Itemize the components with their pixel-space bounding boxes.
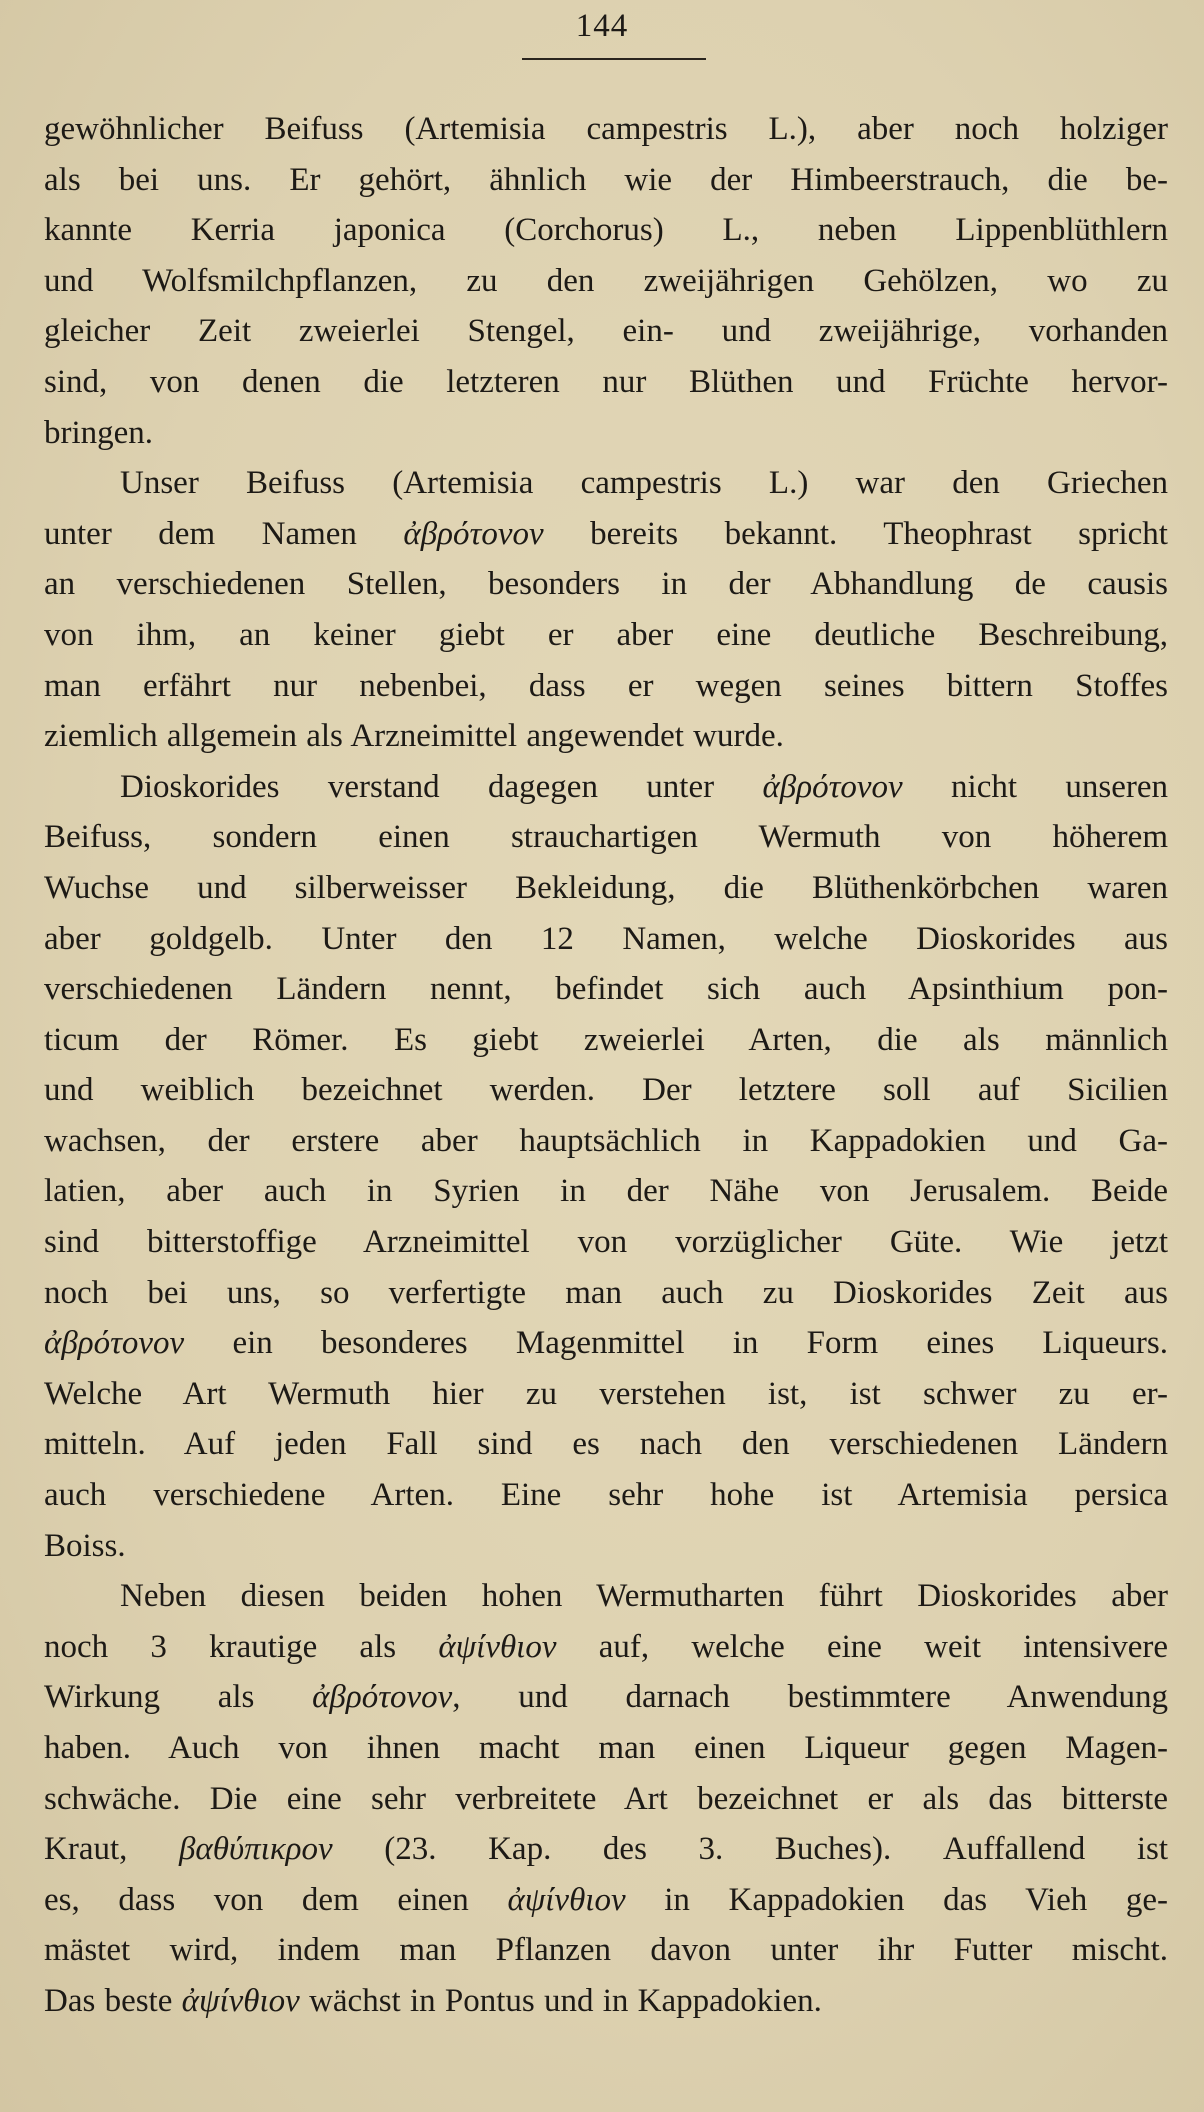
text-line <box>44 1925 1168 1976</box>
text-segment: Neben diesen beiden hohen Wermutharten führt Dioskorides aber <box>120 1578 1168 1615</box>
text-segment: mitteln. Auf jeden Fall sind es nach den verschiedenen Ländern <box>44 1426 1168 1463</box>
text-line <box>44 205 1168 256</box>
text-line <box>44 1672 1168 1723</box>
greek-term: ἀψίνθιον <box>438 1628 557 1665</box>
text-segment: Dioskorides verstand dagegen unter <box>120 768 763 805</box>
greek-term: ἀβρότονον <box>403 515 544 552</box>
text-segment: Wirkung als <box>44 1679 313 1716</box>
text-line <box>44 1015 1168 1066</box>
text-line <box>44 1116 1168 1167</box>
text-line <box>44 509 1168 560</box>
text-segment: verschiedenen Ländern nennt, befindet sich auch Apsinthium pon- <box>44 971 1168 1008</box>
text-segment: Unser Beifuss (Artemisia campestris L.) war den Griechen <box>120 465 1168 502</box>
text-line <box>44 812 1168 863</box>
text-line <box>44 458 1168 509</box>
text-segment: in Kappadokien das Vieh ge- <box>625 1881 1168 1918</box>
text-segment: ticum der Römer. Es giebt zweierlei Arten, die als männlich <box>44 1021 1168 1058</box>
text-segment: Welche Art Wermuth hier zu verstehen ist, ist schwer zu er- <box>44 1375 1168 1412</box>
text-line <box>44 1318 1168 1369</box>
text-segment: und weiblich bezeichnet werden. Der letztere soll auf Sicilien <box>44 1072 1168 1109</box>
text-line <box>44 711 1168 762</box>
text-segment: Boiss. <box>44 1527 126 1564</box>
text-segment: Das beste <box>44 1982 182 2019</box>
text-segment: kannte Kerria japonica (Corchorus) L., neben Lippenblüthlern <box>44 212 1168 249</box>
greek-term: ἀψίνθιον <box>507 1881 626 1918</box>
text-line <box>44 914 1168 965</box>
text-line <box>44 1369 1168 1420</box>
text-line <box>44 1268 1168 1319</box>
text-line <box>44 1875 1168 1926</box>
text-segment: gewöhnlicher Beifuss (Artemisia campestris L.), aber noch holziger <box>44 111 1168 147</box>
text-line <box>44 1217 1168 1268</box>
greek-term: ἀβρότονον <box>44 1325 185 1362</box>
text-line <box>44 256 1168 307</box>
text-line <box>44 559 1168 610</box>
page-number: 144 <box>575 8 629 44</box>
text-line <box>44 1622 1168 1673</box>
text-segment: man erfährt nur nebenbei, dass er wegen seines bittern Stoffes <box>44 667 1168 704</box>
text-segment: haben. Auch von ihnen macht man einen Liqueur gegen Magen- <box>44 1730 1168 1766</box>
text-segment: latien, aber auch in Syrien in der Nähe von Jerusalem. Beide <box>44 1173 1168 1210</box>
greek-term: ἀψίνθιον <box>181 1982 300 2019</box>
text-segment: von ihm, an keiner giebt er aber eine deutliche Beschreibung, <box>44 616 1168 653</box>
text-segment: es, dass von dem einen <box>44 1881 508 1918</box>
text-line <box>44 1166 1168 1217</box>
paragraph <box>44 762 1168 1572</box>
text-segment: ein besonderes Magenmittel in Form eines Liqueurs. <box>184 1325 1168 1362</box>
text-segment: sind, von denen die letzteren nur Blüthen und Früchte hervor- <box>44 363 1168 400</box>
text-segment: noch 3 krautige als <box>44 1628 439 1665</box>
text-line <box>44 661 1168 712</box>
text-line <box>44 408 1168 459</box>
text-segment: schwäche. Die eine sehr verbreitete Art bezeichnet er als das bitterste <box>44 1780 1168 1817</box>
text-segment: auch verschiedene Arten. Eine sehr hohe ist Artemisia persica <box>44 1477 1168 1514</box>
greek-term: βαθύπικρον <box>179 1831 333 1868</box>
text-line <box>44 964 1168 1015</box>
body-text <box>44 104 1168 2027</box>
text-segment: wächst in Pontus und in Kappadokien. <box>299 1982 822 2019</box>
text-segment: , und darnach bestimmtere Anwendung <box>452 1679 1168 1716</box>
greek-term: ἀβρότονον <box>312 1679 453 1716</box>
text-segment: auf, welche eine weit intensivere <box>556 1628 1168 1665</box>
text-segment: (23. Kap. des 3. Buches). Auffallend ist <box>332 1831 1168 1868</box>
text-segment: mästet wird, indem man Pflanzen davon unter ihr Futter mischt. <box>44 1932 1168 1969</box>
text-line <box>44 863 1168 914</box>
paragraph <box>44 1571 1168 2026</box>
text-segment: nicht unseren <box>902 768 1168 805</box>
text-segment: als bei uns. Er gehört, ähnlich wie der Himbeerstrauch, die be- <box>44 161 1168 198</box>
header-rule <box>522 58 706 60</box>
text-segment: wachsen, der erstere aber hauptsächlich in Kappadokien und Ga- <box>44 1122 1168 1159</box>
text-line <box>44 1521 1168 1572</box>
greek-term: ἀβρότονον <box>762 768 903 805</box>
text-segment: bringen. <box>44 414 154 451</box>
text-segment: Wuchse und silberweisser Bekleidung, die Blüthenkörbchen waren <box>44 869 1168 906</box>
text-segment: bereits bekannt. Theophrast spricht <box>543 515 1168 552</box>
text-line <box>44 1723 1168 1774</box>
text-segment: noch bei uns, so verfertigte man auch zu Dioskorides Zeit aus <box>44 1274 1168 1311</box>
text-line <box>44 1774 1168 1825</box>
text-segment: sind bitterstoffige Arzneimittel von vorzüglicher Güte. Wie jetzt <box>44 1224 1168 1261</box>
text-line <box>44 155 1168 206</box>
text-segment: Kraut, <box>44 1831 179 1868</box>
text-line <box>44 1824 1168 1875</box>
text-line <box>44 610 1168 661</box>
text-line <box>44 306 1168 357</box>
text-segment: und Wolfsmilchpflanzen, zu den zweijährigen Gehölzen, wo zu <box>44 262 1168 299</box>
paragraph <box>44 458 1168 762</box>
text-line <box>44 1976 1168 2027</box>
paragraph <box>44 104 1168 458</box>
text-line <box>44 357 1168 408</box>
text-line <box>44 1419 1168 1470</box>
text-line <box>44 762 1168 813</box>
text-segment: ziemlich allgemein als Arzneimittel angewendet wurde. <box>44 718 784 755</box>
text-segment: Beifuss, sondern einen strauchartigen Wermuth von höherem <box>44 819 1168 856</box>
text-line <box>44 1065 1168 1116</box>
text-segment: unter dem Namen <box>44 515 404 552</box>
text-segment: an verschiedenen Stellen, besonders in der Abhandlung de causis <box>44 566 1168 603</box>
text-segment: aber goldgelb. Unter den 12 Namen, welche Dioskorides aus <box>44 920 1168 957</box>
text-line <box>44 1470 1168 1521</box>
text-segment: gleicher Zeit zweierlei Stengel, ein- und zweijährige, vorhanden <box>44 313 1168 350</box>
text-line <box>44 1571 1168 1622</box>
text-line <box>44 104 1168 155</box>
